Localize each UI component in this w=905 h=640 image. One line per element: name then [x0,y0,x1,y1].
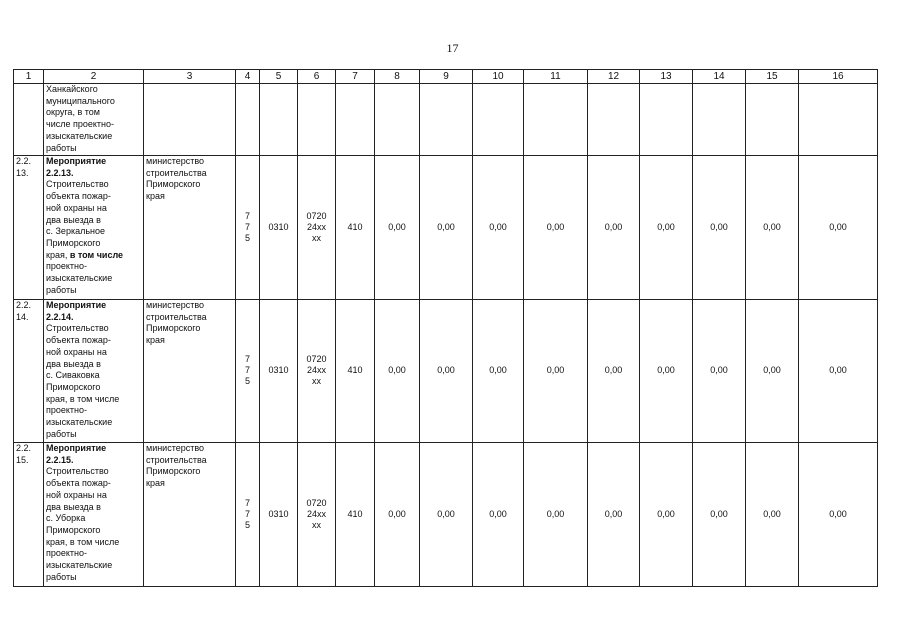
expense-type-code: 410 [336,156,375,300]
column-header: 2 [44,70,144,84]
executor: министерство строительства Приморского края [144,156,236,300]
grbs-code: 7 7 5 [236,300,260,443]
value-cell: 0,00 [524,300,588,443]
row-number: 2.2. 14. [14,300,44,443]
value-cell: 0,00 [693,156,746,300]
column-header: 12 [588,70,640,84]
executor: министерство строительства Приморского края [144,443,236,587]
continuation-row [14,84,878,156]
value-cell: 0,00 [588,156,640,300]
target-article-code: 0720 24xx xx [298,443,336,587]
target-article-code: 0720 24xx xx [298,156,336,300]
grbs-code: 7 7 5 [236,443,260,587]
column-header: 14 [693,70,746,84]
column-header: 15 [746,70,799,84]
value-cell: 0,00 [640,300,693,443]
column-header: 8 [375,70,420,84]
target-article-code: 0720 24xx xx [298,300,336,443]
value-cell: 0,00 [420,300,473,443]
value-cell: 0,00 [375,156,420,300]
section-code: 0310 [260,443,298,587]
page-number: 17 [446,41,459,55]
value-cell: 0,00 [473,443,524,587]
header-row [14,70,878,84]
column-header: 11 [524,70,588,84]
value-cell: 0,00 [693,300,746,443]
section-code: 0310 [260,156,298,300]
value-cell: 0,00 [693,443,746,587]
value-cell: 0,00 [640,156,693,300]
expense-type-code: 410 [336,443,375,587]
column-header: 16 [799,70,878,84]
column-header: 10 [473,70,524,84]
table-row [14,443,878,587]
value-cell: 0,00 [746,300,799,443]
table-row [14,300,878,443]
grbs-code: 7 7 5 [236,156,260,300]
value-cell: 0,00 [799,443,878,587]
executor: министерство строительства Приморского края [144,300,236,443]
column-header: 6 [298,70,336,84]
row-number: 2.2. 15. [14,443,44,587]
value-cell: 0,00 [473,300,524,443]
column-header: 4 [236,70,260,84]
budget-table [13,69,878,587]
value-cell: 0,00 [420,156,473,300]
value-cell: 0,00 [799,300,878,443]
value-cell: 0,00 [746,156,799,300]
column-header: 9 [420,70,473,84]
value-cell: 0,00 [799,156,878,300]
value-cell: 0,00 [524,156,588,300]
column-header: 5 [260,70,298,84]
measure-name: Мероприятие 2.2.13. Строительство объекта пожар- ной охраны на два выезда в с. Зеркальное Приморского края, в том числе проектно- изыскательские работы [44,156,144,300]
value-cell: 0,00 [524,443,588,587]
expense-type-code: 410 [336,300,375,443]
value-cell: 0,00 [746,443,799,587]
measure-name: Мероприятие 2.2.15. Строительство объекта пожар- ной охраны на два выезда в с. Уборка Приморского края, в том числе проектно- изыскательские работы [44,443,144,587]
column-header: 1 [14,70,44,84]
value-cell: 0,00 [640,443,693,587]
column-header: 13 [640,70,693,84]
value-cell: 0,00 [473,156,524,300]
continuation-text: Ханкайского муниципального округа, в том числе проектно- изыскательские работы [46,84,115,153]
section-code: 0310 [260,300,298,443]
column-header: 7 [336,70,375,84]
column-header: 3 [144,70,236,84]
value-cell: 0,00 [588,300,640,443]
row-number: 2.2. 13. [14,156,44,300]
value-cell: 0,00 [420,443,473,587]
table-row [14,156,878,300]
measure-name: Мероприятие 2.2.14. Строительство объекта пожар- ной охраны на два выезда в с. Сиваковка Приморского края, в том числе проектно- изыскательские работы [44,300,144,443]
value-cell: 0,00 [375,300,420,443]
value-cell: 0,00 [588,443,640,587]
value-cell: 0,00 [375,443,420,587]
